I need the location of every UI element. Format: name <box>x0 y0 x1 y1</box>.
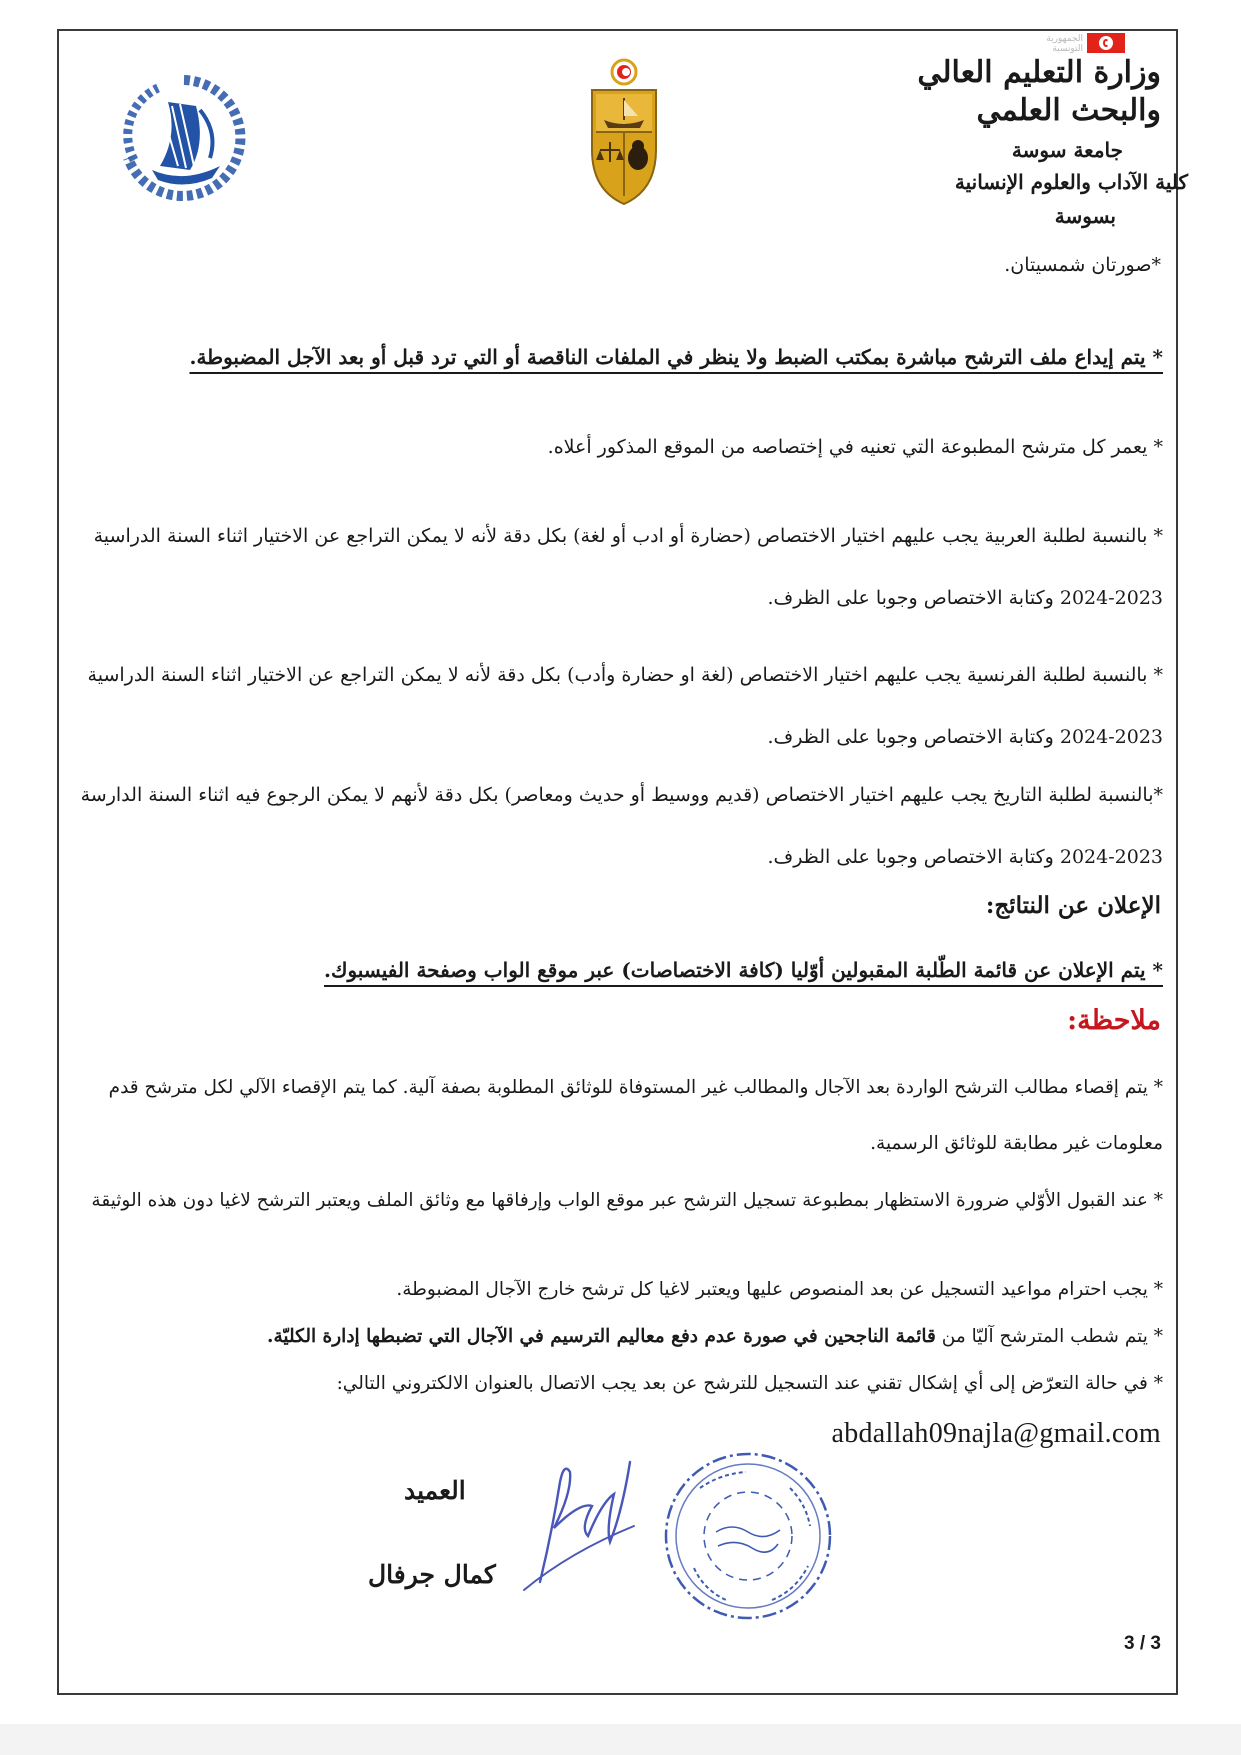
note-item-fees-bold: قائمة الناجحين في صورة عدم دفع معاليم الترسيم في الآجال التي تضبطها إدارة الكليّة. <box>267 1326 936 1347</box>
flag-caption: الجمهورية التونسية <box>1046 34 1083 54</box>
results-announcement-text: * يتم الإعلان عن قائمة الطّلبة المقبولين أوّليا (كافة الاختصاصات) عبر موقع الواب وصفحة الفيسبوك. <box>324 958 1163 982</box>
contact-email[interactable]: abdallah09najla@gmail.com <box>831 1418 1161 1449</box>
page-number: 3 / 3 <box>1124 1633 1161 1654</box>
fill-form-note: * يعمر كل مترشح المطبوعة التي تعنيه في إختصاصه من الموقع المذكور أعلاه. <box>547 436 1163 458</box>
note-item-deadlines: * يجب احترام مواعيد التسجيل عن بعد المنصوص عليها ويعتبر لاغيا كل ترشح خارج الآجال المضبوطة. <box>396 1279 1163 1300</box>
official-stamp-icon <box>660 1448 836 1624</box>
deposit-note <box>80 337 1163 378</box>
note-heading: ملاحظة: <box>1067 1005 1161 1036</box>
ministry-line-1: وزارة التعليم العالي <box>917 55 1161 90</box>
history-students-note: *بالنسبة لطلبة التاريخ يجب عليهم اختيار الاختصاص (قديم ووسيط أو حديث ومعاصر) بكل دقة لأنهم لا يمكن الرجوع فيه اثناء السنة الدارسة 2023-2024 وكتابة الاختصاص وجوبا على الظرف. <box>80 784 1163 868</box>
arabic-students-note: * بالنسبة لطلبة العربية يجب عليهم اختيار الاختصاص (حضارة أو ادب أو لغة) بكل دقة لأنه لا يمكن التراجع عن الاختيار اثناء السنة الدراسية 2023-2024 وكتابة الاختصاص وجوبا على الظرف. <box>93 525 1163 609</box>
note-item-printout: * عند القبول الأوّلي ضرورة الاستظهار بمطبوعة تسجيل الترشح عبر موقع الواب وإرفاقها مع وثائق الملف ويعتبر الترشح لاغيا دون هذه الوثيقة <box>91 1190 1163 1211</box>
results-announcement <box>80 950 1163 991</box>
dean-title: العميد <box>404 1476 466 1505</box>
city-name: بسوسة <box>1054 204 1116 228</box>
photos-requirement: *صورتان شمسيتان. <box>1004 254 1161 276</box>
handwritten-signature <box>510 1432 638 1602</box>
tunisia-coat-of-arms-icon <box>582 58 666 206</box>
ministry-line-2: والبحث العلمي <box>976 93 1161 128</box>
note-item-fees-prefix: * يتم شطب المترشح آليّا من <box>935 1326 1163 1347</box>
note-item-contact: * في حالة التعرّض إلى أي إشكال تقني عند التسجيل للترشح عن بعد يجب الاتصال بالعنوان الالكتروني التالي: <box>336 1373 1163 1394</box>
note-item-fees <box>78 1319 1163 1355</box>
faculty-name: كلية الآداب والعلوم الإنسانية <box>954 170 1188 194</box>
bottom-strip <box>0 1724 1241 1755</box>
university-name: جامعة سوسة <box>1011 138 1123 162</box>
dean-name: كمال جرفال <box>368 1560 496 1589</box>
note-item-exclusion: * يتم إقصاء مطالب الترشح الواردة بعد الآجال والمطالب غير المستوفاة للوثائق المطلوبة بصفة آلية. كما يتم الإقصاء الآلي لكل مترشح قدم معلومات غير مطابقة للوثائق الرسمية. <box>108 1077 1163 1154</box>
results-heading: الإعلان عن النتائج: <box>985 892 1161 919</box>
french-students-note: * بالنسبة لطلبة الفرنسية يجب عليهم اختيار الاختصاص (لغة او حضارة وأدب) بكل دقة لأنه لا يمكن التراجع عن الاختيار اثناء السنة الدراسية 2023-2024 وكتابة الاختصاص وجوبا على الظرف. <box>87 664 1163 748</box>
tunisia-flag-icon <box>1087 33 1125 53</box>
ministry-name <box>917 54 1161 130</box>
faculty-logo-icon <box>98 66 270 206</box>
deposit-note-text: * يتم إيداع ملف الترشح مباشرة بمكتب الضبط ولا ينظر في الملفات الناقصة أو التي ترد قبل أو بعد الآجل المضبوطة. <box>189 345 1163 369</box>
